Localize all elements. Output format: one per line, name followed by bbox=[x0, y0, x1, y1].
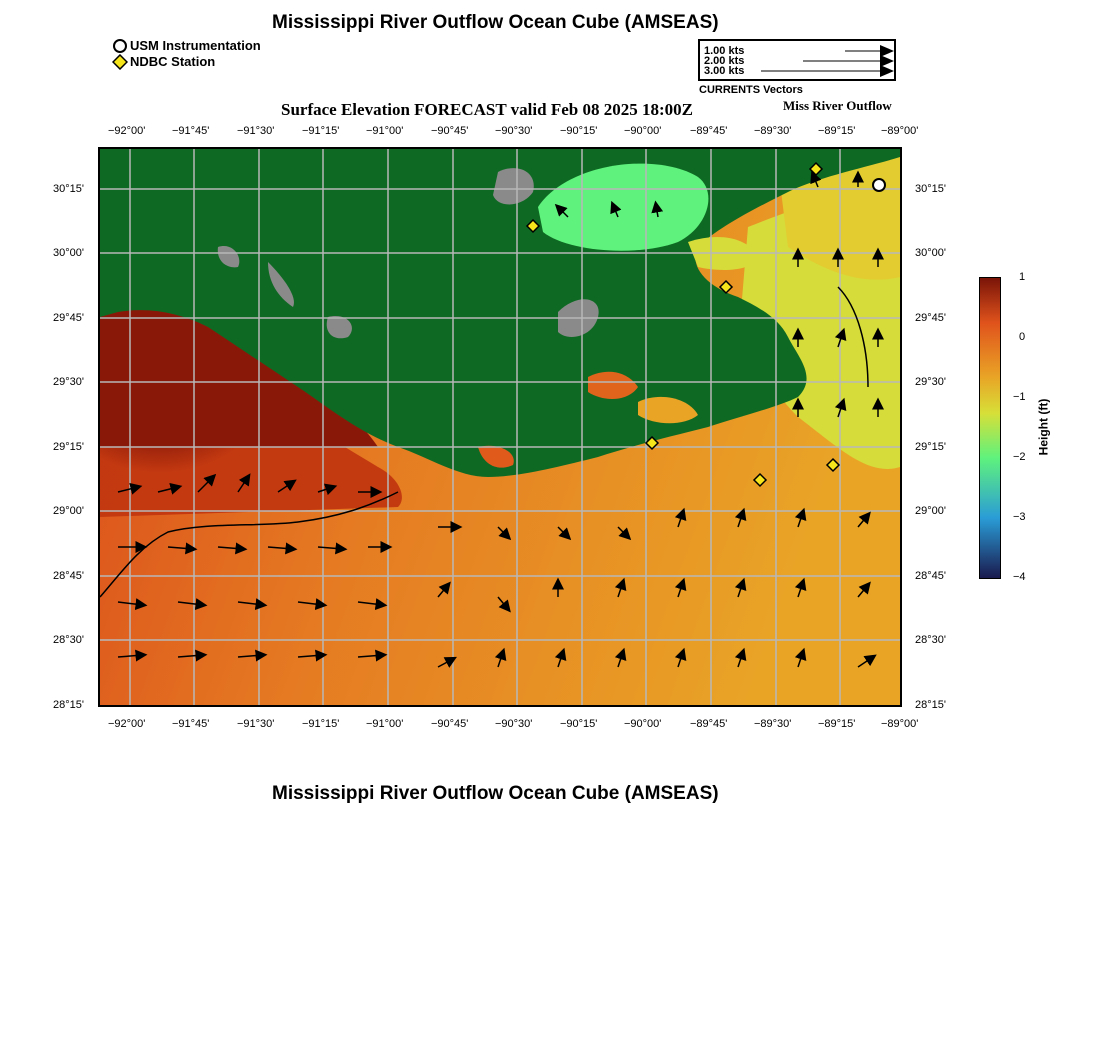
lon-label-bottom: −89°15' bbox=[818, 718, 856, 730]
vector-key-label-1: 1.00 kts bbox=[704, 45, 745, 57]
lat-label-left: 29°00' bbox=[53, 505, 84, 517]
colorbar-tick: −2 bbox=[1013, 451, 1026, 463]
lat-label-left: 29°30' bbox=[53, 376, 84, 388]
vector-key-caption: CURRENTS Vectors bbox=[699, 84, 803, 96]
lat-label-right: 28°30' bbox=[915, 634, 946, 646]
lon-label-top: −90°45' bbox=[431, 125, 469, 137]
lat-label-left: 30°15' bbox=[53, 183, 84, 195]
lon-label-top: −91°15' bbox=[302, 125, 340, 137]
lon-label-bottom: −90°00' bbox=[624, 718, 662, 730]
bottom-title: Mississippi River Outflow Ocean Cube (AMSEAS) bbox=[272, 783, 719, 804]
lon-label-top: −91°00' bbox=[366, 125, 404, 137]
vector-key-label-2: 2.00 kts bbox=[704, 55, 745, 67]
colorbar-tick: 1 bbox=[1019, 271, 1026, 283]
lon-label-bottom: −90°30' bbox=[495, 718, 533, 730]
colorbar-tick: 0 bbox=[1019, 331, 1026, 343]
vector-key-arrows bbox=[700, 41, 894, 79]
lon-label-bottom: −91°15' bbox=[302, 718, 340, 730]
ndbc-legend-label: NDBC Station bbox=[130, 54, 216, 69]
colorbar-tick: −4 bbox=[1013, 571, 1026, 583]
lon-label-bottom: −91°00' bbox=[366, 718, 404, 730]
lon-label-top: −91°30' bbox=[237, 125, 275, 137]
main-title: Mississippi River Outflow Ocean Cube (AMSEAS) bbox=[272, 12, 719, 33]
forecast-subtitle: Surface Elevation FORECAST valid Feb 08 2025 18:00Z bbox=[281, 100, 693, 119]
vector-key-label-3: 3.00 kts bbox=[704, 65, 745, 77]
lon-label-top: −90°15' bbox=[560, 125, 598, 137]
lon-label-top: −89°00' bbox=[881, 125, 919, 137]
usm-legend-label: USM Instrumentation bbox=[130, 38, 261, 53]
lat-label-left: 28°15' bbox=[53, 699, 84, 711]
colorbar bbox=[979, 277, 1001, 579]
region-label: Miss River Outflow bbox=[783, 98, 892, 113]
lon-label-bottom: −89°30' bbox=[754, 718, 792, 730]
lat-label-right: 28°15' bbox=[915, 699, 946, 711]
lat-label-right: 30°15' bbox=[915, 183, 946, 195]
lon-label-bottom: −89°45' bbox=[690, 718, 728, 730]
lon-label-bottom: −91°45' bbox=[172, 718, 210, 730]
lon-label-top: −92°00' bbox=[108, 125, 146, 137]
lon-label-bottom: −91°30' bbox=[237, 718, 275, 730]
colorbar-tick: −1 bbox=[1013, 391, 1026, 403]
lat-label-right: 30°00' bbox=[915, 247, 946, 259]
lon-label-top: −89°15' bbox=[818, 125, 856, 137]
usm-instrument-marker[interactable] bbox=[873, 179, 885, 191]
lat-label-right: 28°45' bbox=[915, 570, 946, 582]
lon-label-bottom: −92°00' bbox=[108, 718, 146, 730]
ndbc-marker-icon bbox=[112, 54, 128, 70]
usm-marker-icon bbox=[112, 38, 128, 54]
lat-label-right: 29°30' bbox=[915, 376, 946, 388]
lon-label-top: −89°30' bbox=[754, 125, 792, 137]
lon-label-top: −89°45' bbox=[690, 125, 728, 137]
map-panel bbox=[98, 147, 902, 707]
lat-label-left: 30°00' bbox=[53, 247, 84, 259]
colorbar-label: Height (ft) bbox=[1036, 398, 1051, 456]
colorbar-tick: −3 bbox=[1013, 511, 1026, 523]
lon-label-bottom: −90°45' bbox=[431, 718, 469, 730]
lat-label-right: 29°15' bbox=[915, 441, 946, 453]
lon-label-top: −90°00' bbox=[624, 125, 662, 137]
lon-label-top: −90°30' bbox=[495, 125, 533, 137]
lat-label-left: 28°30' bbox=[53, 634, 84, 646]
lat-label-right: 29°45' bbox=[915, 312, 946, 324]
lon-label-top: −91°45' bbox=[172, 125, 210, 137]
lat-label-left: 28°45' bbox=[53, 570, 84, 582]
lon-label-bottom: −90°15' bbox=[560, 718, 598, 730]
lat-label-left: 29°15' bbox=[53, 441, 84, 453]
vector-key bbox=[698, 39, 896, 81]
lon-label-bottom: −89°00' bbox=[881, 718, 919, 730]
lat-label-right: 29°00' bbox=[915, 505, 946, 517]
lat-label-left: 29°45' bbox=[53, 312, 84, 324]
